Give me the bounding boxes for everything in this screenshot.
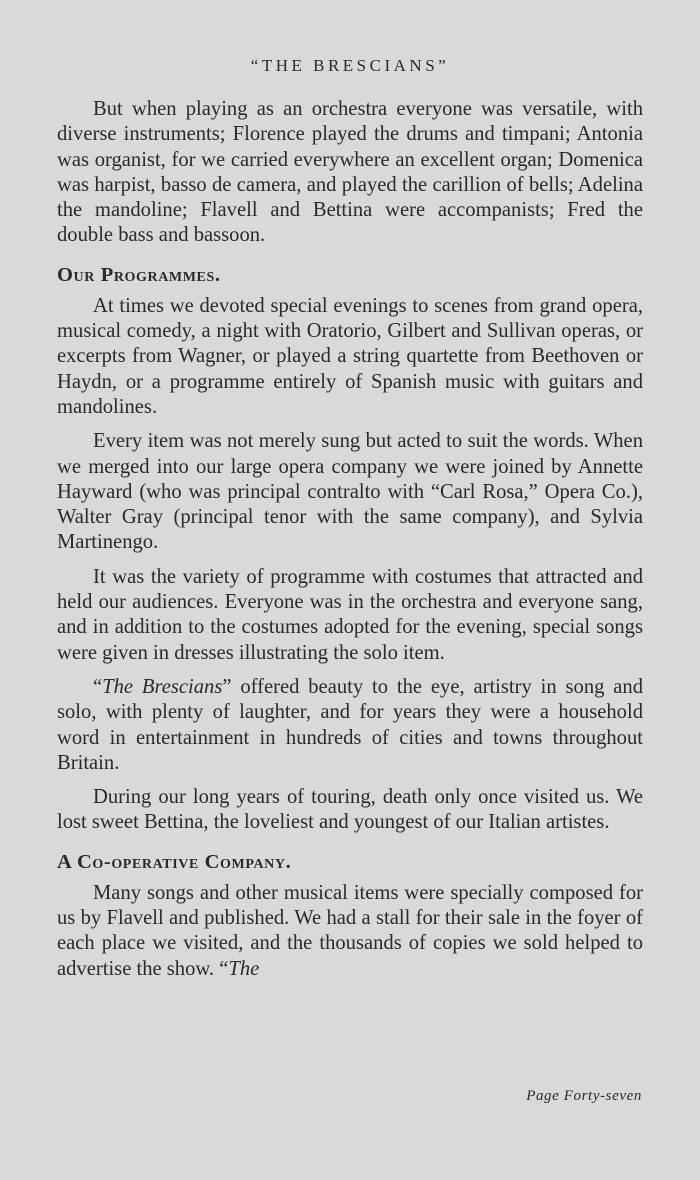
page-number: Page Forty-seven	[526, 1088, 642, 1104]
paragraph-touring: During our long years of touring, death only once visited us. We lost sweet Bettina, the loveliest and youngest of our Italian artistes.	[57, 786, 643, 834]
trailing-italic: The	[228, 957, 260, 980]
section-heading-cooperative: A Co-operative Company.	[57, 850, 292, 873]
paragraph-variety: It was the variety of programme with costumes that attracted and held our audiences. Everyone was in the orchestra and everyone sang, and in addition to the costumes adopted for the evening, special songs were given in dresses illustrating the solo item.	[57, 565, 643, 664]
running-head: “THE BRESCIANS”	[250, 56, 450, 75]
paragraph-opera-company: Every item was not merely sung but acted to suit the words. When we merged into our large opera company we were joined by Annette Hayward (who was principal contralto with “Carl Rosa,” Opera Co.), Walter Gray (principal tenor with the same company), and Sylvia Martinengo.	[57, 430, 643, 554]
open-quote: “	[93, 675, 103, 698]
paragraph-text: Many songs and other musical items were specially composed for us by Flavell and published. We had a stall for their sale in the foyer of each place we visited, and the thousands of copies we sold helped to advertise the show. “	[57, 881, 643, 980]
paragraph-rest: ” offered beauty to the eye, artistry in song and solo, with plenty of laughter, and for years they were a household word in entertainment in hundreds of cities and towns throughout Britain.	[57, 675, 643, 774]
paragraph-the-brescians	[57, 675, 643, 776]
section-heading-programmes: Our Programmes.	[57, 263, 221, 286]
paragraph-instruments: But when playing as an orchestra everyone was versatile, with diverse instruments; Florence played the drums and timpani; Antonia was organist, for we carried everywhere an excellent organ; Domenica was harpist, basso de camera, and played the carillion of bells; Adelina the mandoline; Flavell and Bettina were accompanists; Fred the double bass and bassoon.	[57, 98, 643, 247]
paragraph-special-evenings: At times we devoted special evenings to scenes from grand opera, musical comedy, a night with Oratorio, Gilbert and Sullivan operas, or excerpts from Wagner, or played a string quartette from Beethoven or Haydn, or a programme entirely of Spanish music with guitars and mandolines.	[57, 294, 643, 418]
italic-title: The Brescians	[102, 675, 223, 698]
page-body	[57, 97, 643, 982]
paragraph-songs	[57, 881, 643, 982]
